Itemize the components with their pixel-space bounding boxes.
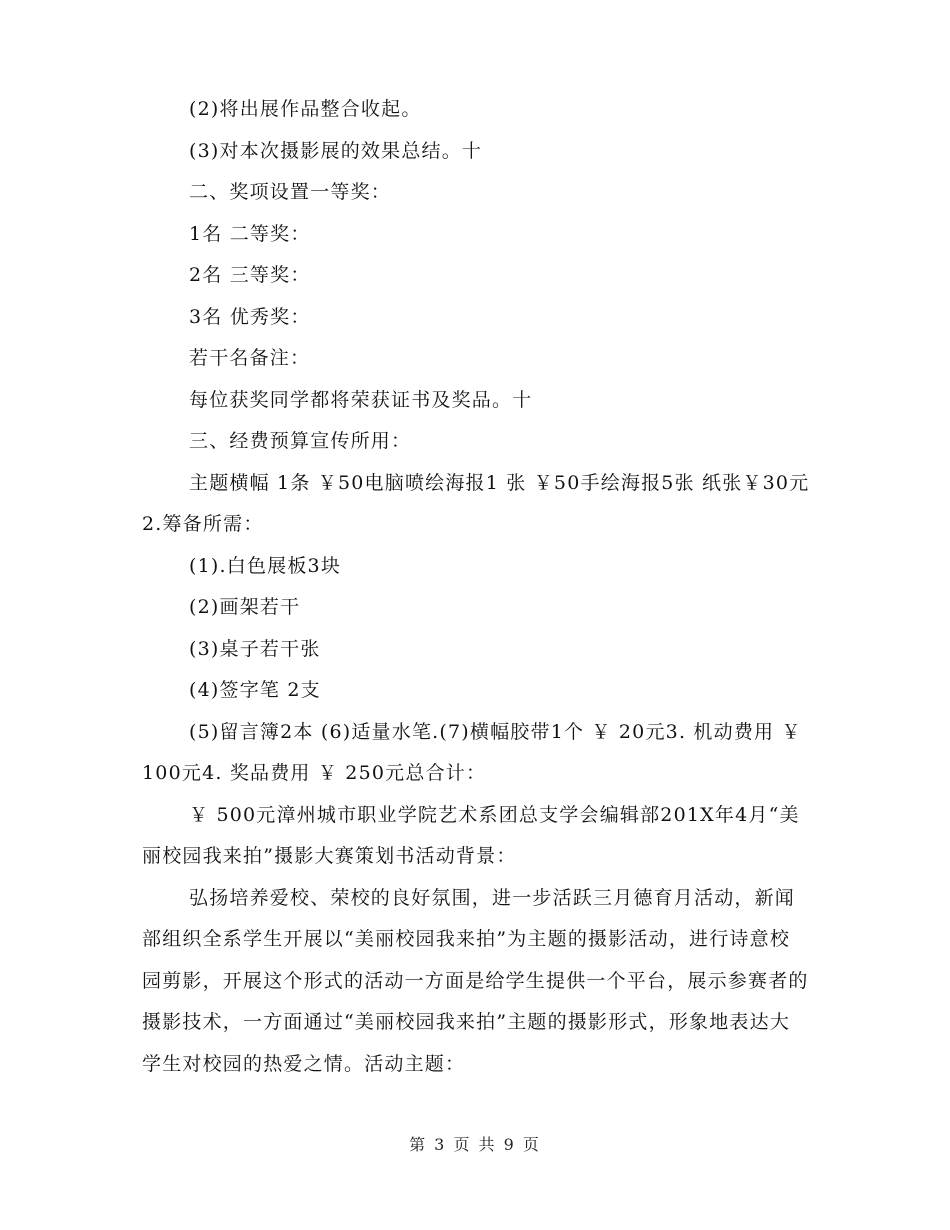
document-body <box>142 89 810 1085</box>
page-number-footer: 第 3 页 共 9 页 <box>409 1135 541 1154</box>
paragraph-award-second: 2名 三等奖： <box>189 264 311 286</box>
paragraph-prep-tables: (3)桌子若干张 <box>189 637 321 660</box>
paragraph-award-note: 每位获奖同学都将荣获证书及奖品。十 <box>189 388 533 411</box>
paragraph-total-and-title: ￥ 500元漳州城市职业学院艺术系团总支学会编辑部201X年4月“美丽校园我来拍”摄影大赛策划书活动背景： <box>142 803 800 867</box>
paragraph-award-first: 1名 二等奖： <box>189 222 311 245</box>
paragraph-prep-easels: (2)画架若干 <box>189 596 301 618</box>
paragraph-budget-heading: 三、经费预算宣传所用： <box>189 430 412 452</box>
paragraph-award-third: 3名 优秀奖： <box>189 305 311 328</box>
paragraph-background: 弘扬培养爱校、荣校的良好氛围，进一步活跃三月德育月活动，新闻部组织全系学生开展以“美丽校园我来拍”为主题的摄影活动，进行诗意校园剪影，开展这个形式的活动一方面是给学生提供一个平台，展示参赛者的摄影技术，一方面通过“美丽校园我来拍”主题的摄影形式，形象地表达大学生对校园的热爱之情。活动主题： <box>142 886 809 1075</box>
paragraph-prep-pens: (4)签字笔 2支 <box>189 679 321 701</box>
paragraph-awards-heading: 二、奖项设置一等奖： <box>189 181 392 203</box>
paragraph-exhibit-summary: (3)对本次摄影展的效果总结。十 <box>189 139 483 162</box>
paragraph-exhibit-collect: (2)将出展作品整合收起。 <box>189 98 422 120</box>
paragraph-prep-misc: (5)留言簿2本 (6)适量水笔.(7)横幅胶带1个 ￥ 20元3. 机动费用 ￥ 100元4. 奖品费用 ￥ 250元总合计： <box>142 720 802 784</box>
paragraph-award-excellent: 若干名备注： <box>189 347 311 369</box>
paragraph-budget-publicity: 主题横幅 1条 ￥50电脑喷绘海报1 张 ￥50手绘海报5张 纸张￥30元2.筹备所需： <box>142 471 810 535</box>
paragraph-prep-boards: (1).白色展板3块 <box>189 554 342 577</box>
